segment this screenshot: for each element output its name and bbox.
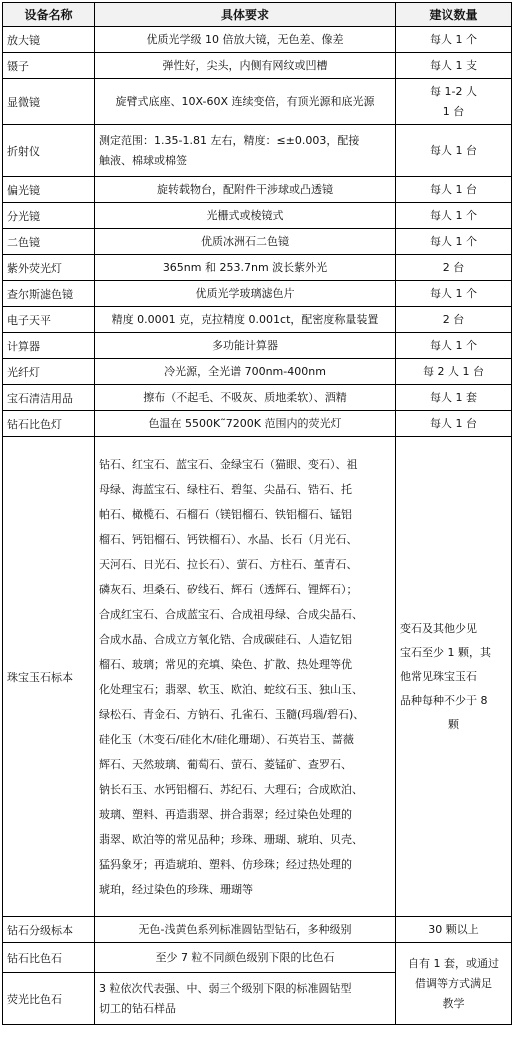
requirement-cell	[95, 79, 396, 125]
requirement-cell	[95, 177, 396, 203]
specimen-qty-line: 变石及其他少见	[400, 621, 477, 635]
specimen-line: 天河石、日光石、拉长石）、萤石、方柱石、堇青石、	[99, 557, 358, 571]
requirement-cell	[95, 27, 396, 53]
header-name: 设备名称	[3, 3, 95, 27]
quantity-cell	[396, 229, 512, 255]
specimen-line: 帕石、橄榄石、石榴石（镁铝榴石、铁铝榴石、锰铝	[99, 507, 352, 521]
quantity-cell	[396, 177, 512, 203]
quantity-cell-line: 每 2 人 1 台	[423, 364, 484, 378]
requirement-cell-line: 测定范围：1.35-1.81 左右，精度：≤±0.003，配接	[99, 133, 360, 147]
specimen-qty-line: 宝石至少 1 颗，其	[400, 645, 491, 659]
requirement-cell-line: 触液、棉球或棉签	[99, 153, 187, 167]
requirement-cell-line: 冷光源，全光谱 700nm-400nm	[164, 364, 326, 378]
equipment-name: 荧光比色石	[3, 973, 95, 1025]
quantity-cell	[396, 203, 512, 229]
requirement-cell	[95, 125, 396, 177]
quantity-cell-line: 每人 1 支	[430, 58, 477, 72]
equipment-name: 钻石比色灯	[3, 411, 95, 437]
table-row	[3, 53, 512, 79]
table-row	[3, 177, 512, 203]
requirement-cell-line: 旋转载物台，配附件干涉球或凸透镜	[157, 182, 333, 196]
quantity-cell-line: 自有 1 套，或通过	[408, 956, 499, 970]
quantity-cell-line: 每人 1 台	[430, 143, 477, 157]
quantity-cell	[396, 943, 512, 1025]
requirement-cell	[95, 281, 396, 307]
table-row	[3, 385, 512, 411]
specimen-line: 琥珀，经过染色的珍珠、珊瑚等	[99, 882, 253, 896]
quantity-cell	[396, 281, 512, 307]
quantity-cell-line: 每人 1 个	[430, 286, 477, 300]
requirement-cell-line: 旋臂式底座、10X-60X 连续变倍，有顶光源和底光源	[115, 94, 375, 108]
quantity-cell-line: 借调等方式满足	[415, 976, 492, 990]
table-row	[3, 27, 512, 53]
quantity-cell-line: 每人 1 个	[430, 234, 477, 248]
specimen-line: 母绿、海蓝宝石、绿柱石、碧玺、尖晶石、锆石、托	[99, 482, 352, 496]
quantity-cell-line: 每人 1 个	[430, 338, 477, 352]
specimen-line: 钠长石玉、水钙铝榴石、苏纪石、大理石；合成欧泊、	[99, 782, 363, 796]
requirement-cell	[95, 385, 396, 411]
table-row	[3, 411, 512, 437]
quantity-cell	[396, 27, 512, 53]
quantity-cell	[396, 255, 512, 281]
requirement-cell-line: 多功能计算器	[212, 338, 278, 352]
equipment-table	[2, 2, 512, 1025]
requirement-cell-line: 光栅式或棱镜式	[206, 208, 284, 222]
requirement-cell	[95, 203, 396, 229]
equipment-name: 查尔斯滤色镜	[3, 281, 95, 307]
table-row	[3, 125, 512, 177]
specimen-line: 绿松石、青金石、方钠石、孔雀石、玉髓(玛瑙/碧石)、	[99, 707, 365, 721]
specimen-line: 翡翠、欧泊等的常见品种；珍珠、珊瑚、琥珀、贝壳、	[99, 832, 363, 846]
quantity-cell	[396, 385, 512, 411]
equipment-name: 钻石比色石	[3, 943, 95, 973]
equipment-name: 折射仪	[3, 125, 95, 177]
quantity-cell	[396, 125, 512, 177]
requirement-cell	[95, 53, 396, 79]
specimen-line: 辉石、天然玻璃、葡萄石、萤石、菱锰矿、查罗石、	[99, 757, 352, 771]
quantity-cell-line: 每人 1 台	[430, 416, 477, 430]
requirement-cell-line: 精度 0.0001 克，克拉精度 0.001ct，配密度称量装置	[111, 312, 379, 326]
table-row	[3, 255, 512, 281]
requirement-cell-line: 3 粒依次代表强、中、弱三个级别下限的标准圆钻型	[99, 981, 352, 995]
table-row	[3, 203, 512, 229]
requirement-cell	[95, 943, 396, 973]
equipment-name: 宝石清洁用品	[3, 385, 95, 411]
table-row	[3, 307, 512, 333]
quantity-cell-line: 每人 1 套	[430, 390, 477, 404]
equipment-name: 光纤灯	[3, 359, 95, 385]
requirement-cell-line: 切工的钻石样品	[99, 1001, 176, 1015]
table-row	[3, 229, 512, 255]
specimen-line: 合成红宝石、合成蓝宝石、合成祖母绿、合成尖晶石、	[99, 607, 363, 621]
specimen-qty-line: 他常见珠宝玉石	[400, 669, 477, 683]
equipment-name: 钻石分级标本	[3, 917, 95, 943]
specimen-quantity-cell	[396, 437, 512, 917]
quantity-cell	[396, 411, 512, 437]
quantity-cell	[396, 917, 512, 943]
requirement-cell	[95, 307, 396, 333]
requirement-cell-line: 弹性好，尖头，内侧有网纹或凹槽	[162, 58, 328, 72]
equipment-name: 偏光镜	[3, 177, 95, 203]
specimen-line: 磷灰石、坦桑石、矽线石、辉石（透辉石、锂辉石）；	[99, 582, 358, 596]
quantity-cell	[396, 359, 512, 385]
specimen-line: 猛犸象牙；再造琥珀、塑料、仿珍珠；经过热处理的	[99, 857, 352, 871]
requirement-cell-line: 优质冰洲石二色镜	[201, 234, 289, 248]
equipment-name: 二色镜	[3, 229, 95, 255]
requirement-cell-line: 无色-浅黄色系列标准圆钻型钻石，多种级别	[138, 922, 352, 936]
requirement-cell	[95, 255, 396, 281]
table-row	[3, 79, 512, 125]
specimen-line: 硅化玉（木变石/硅化木/硅化珊瑚）、石英岩玉、蔷薇	[99, 732, 354, 746]
header-requirement: 具体要求	[95, 3, 396, 27]
quantity-cell-line: 每人 1 个	[430, 32, 477, 46]
requirement-cell	[95, 917, 396, 943]
specimen-row	[3, 437, 512, 917]
equipment-name: 计算器	[3, 333, 95, 359]
requirement-cell	[95, 333, 396, 359]
quantity-cell	[396, 307, 512, 333]
quantity-cell-line: 2 台	[442, 312, 465, 326]
specimen-qty-line: 颗	[448, 717, 459, 731]
table-row	[3, 943, 512, 973]
specimen-line: 玻璃、塑料、再造翡翠、拼合翡翠；经过染色处理的	[99, 807, 352, 821]
quantity-cell-line: 2 台	[442, 260, 465, 274]
quantity-cell-line: 每人 1 台	[430, 182, 477, 196]
equipment-name: 放大镜	[3, 27, 95, 53]
specimen-line: 化处理宝石；翡翠、软玉、欧泊、蛇纹石玉、独山玉、	[99, 682, 363, 696]
equipment-name: 电子天平	[3, 307, 95, 333]
quantity-cell-line: 每人 1 个	[430, 208, 477, 222]
header-quantity: 建议数量	[396, 3, 512, 27]
requirement-cell-line: 擦布（不起毛、不吸灰、质地柔软）、酒精	[143, 390, 347, 404]
specimen-requirement-cell	[95, 437, 396, 917]
table-row	[3, 359, 512, 385]
table-row	[3, 917, 512, 943]
equipment-name: 紫外荧光灯	[3, 255, 95, 281]
requirement-cell	[95, 411, 396, 437]
quantity-cell-line: 教学	[442, 996, 465, 1010]
requirement-cell-line: 至少 7 粒不同颜色级别下限的比色石	[155, 950, 335, 964]
table-row	[3, 281, 512, 307]
specimen-line: 钻石、红宝石、蓝宝石、金绿宝石（猫眼、变石）、祖	[99, 457, 358, 471]
requirement-cell	[95, 973, 396, 1025]
specimen-line: 榴石、钙铝榴石、钙铁榴石）、水晶、长石（月光石、	[99, 532, 358, 546]
requirement-cell	[95, 229, 396, 255]
equipment-name: 镊子	[3, 53, 95, 79]
specimen-qty-line: 品种每种不少于 8	[400, 693, 488, 707]
quantity-cell-line: 30 颗以上	[428, 922, 479, 936]
quantity-cell	[396, 333, 512, 359]
specimen-line: 榴石、玻璃；常见的充填、染色、扩散、热处理等优	[99, 657, 352, 671]
specimen-line: 合成水晶、合成立方氧化锆、合成碳硅石、人造钇铝	[99, 632, 352, 646]
quantity-cell	[396, 79, 512, 125]
requirement-cell-line: 色温在 5500K˜7200K 范围内的荧光灯	[148, 416, 342, 430]
equipment-name: 显微镜	[3, 79, 95, 125]
quantity-cell-line: 1 台	[442, 104, 465, 118]
equipment-name: 分光镜	[3, 203, 95, 229]
requirement-cell-line: 365nm 和 253.7nm 波长紫外光	[162, 260, 328, 274]
requirement-cell	[95, 359, 396, 385]
equipment-name: 珠宝玉石标本	[3, 437, 95, 917]
quantity-cell	[396, 53, 512, 79]
table-row	[3, 333, 512, 359]
header-row	[3, 3, 512, 27]
requirement-cell-line: 优质光学玻璃滤色片	[195, 286, 295, 300]
requirement-cell-line: 优质光学级 10 倍放大镜，无色差、像差	[146, 32, 344, 46]
quantity-cell-line: 每 1-2 人	[430, 84, 477, 98]
